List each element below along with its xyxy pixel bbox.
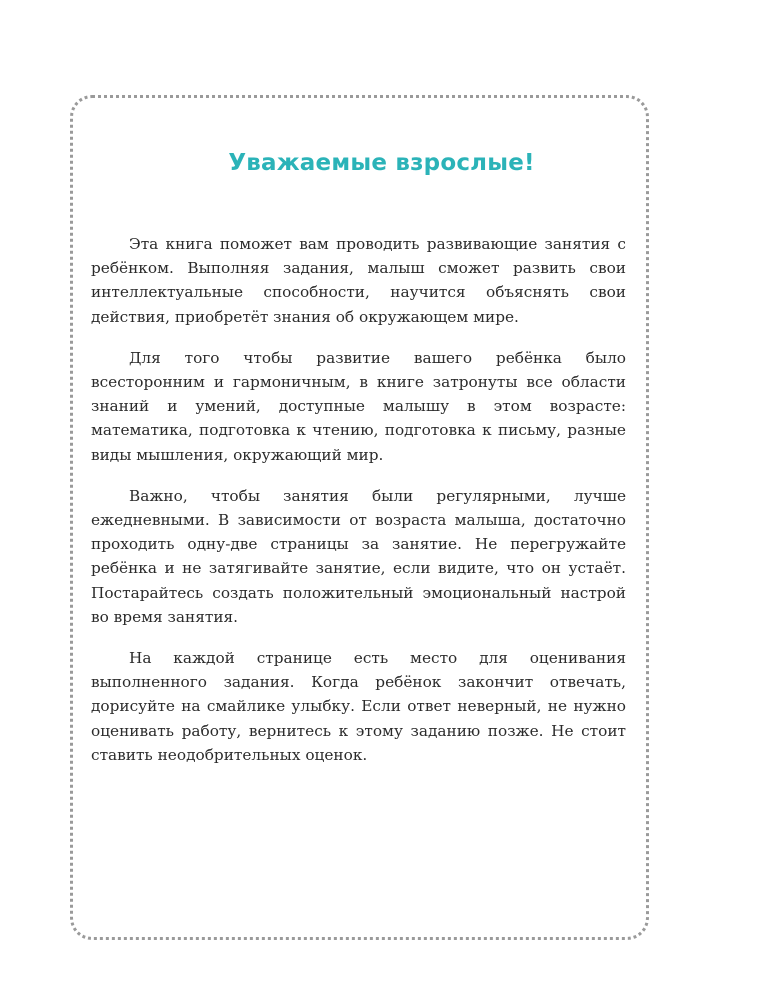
paragraph-3: Важно, чтобы занятия были регулярными, лучше ежедневными. В зависимости от возраста малыша, достаточно проходить одну-две страницы за занятие. Не перегружайте ребёнка и не затягивайте занятие, если видите, что он устаёт. Постарайтесь создать положительный эмоциональный настрой во время занятия. (91, 486, 626, 626)
paragraph-4: На каждой странице есть место для оценивания выполненного задания. Когда ребёнок закончит отвечать, дорисуйте на смайлике улыбку. Если ответ неверный, не нужно оценивать работу, вернитесь к этому заданию позже. Не стоит ставить неодобрительных оценок. (91, 649, 626, 764)
paragraph-2: Для того чтобы развитие вашего ребёнка было всесторонним и гармоничным, в книге затронуты все области знаний и умений, доступные малышу в этом возрасте: математика, подготовка к чтению, подготовка к письму, разные виды мышления, окружающий мир. (91, 348, 626, 464)
body-text (91, 232, 626, 784)
page-title: Уважаемые взрослые! (228, 150, 535, 176)
paragraph-1: Эта книга поможет вам проводить развивающие занятия с ребёнком. Выполняя задания, малыш сможет развить свои интеллектуальные способности, научится объяснять свои действия, приобретёт знания об окружающем мире. (91, 235, 626, 326)
